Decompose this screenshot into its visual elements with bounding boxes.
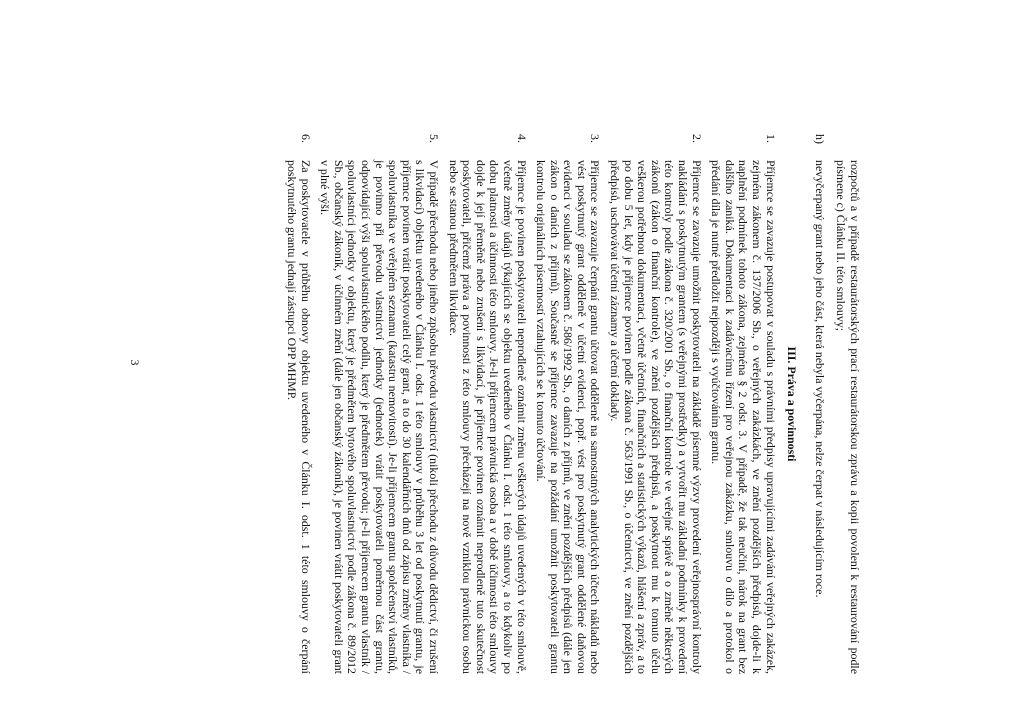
- item-marker: 6.: [298, 134, 313, 143]
- item-text: Za poskytovatele v průběhu obnovy objektu uvedeného v Článku I. odst. 1 této smlouvy o čerpání poskytnutého grantu jednají zástupci OPP MHMP.: [285, 160, 313, 674]
- item-marker: 4.: [514, 134, 529, 143]
- item-text: Příjemce je povinen poskytovateli neprodleně oznámit změnu veškerých údajů uvedených v této smlouvě, včetně změny údajů týkajících se objektu uvedeného v Článku I. odst. 1 této smlouvy, a to kdykoliv po dobu platnosti a účinnosti této smlouvy. Je-li příjemcem právnická osoba a v době účinnosti této smlouvy dojde k její přeměně nebo zrušení s likvidací, je příjemce povinen oznámit neprodleně tuto skutečnost poskytovateli, přičemž práva a povinnosti z této smlouvy přecházejí na nově vzniklou právnickou osobu nebo se stanou předmětem likvidace.: [446, 160, 529, 674]
- item-text: nevyčerpaný grant nebo jeho část, která nebyla vyčerpána, nelze čerpat v následujícím roce.: [812, 160, 827, 598]
- continuation-paragraph: rozpočtů a v případě restaurátorských prací restaurátorskou zprávu a kopii povolení k restaurování podle písmene c) Článku II. této smlouvy;: [834, 160, 862, 674]
- list-item: [446, 134, 528, 674]
- item-marker: 1.: [763, 134, 778, 143]
- item-marker: 2.: [689, 134, 704, 143]
- list-item-h: [812, 134, 826, 674]
- item-text: Příjemce se zavazuje čerpání grantu účtovat odděleně na samostatných analytických účtech nákladů nebo vést poskytnutý grant odděleně v účetní evidenci, popř. vést pro poskytnutý grant oddělené daňovou evidenci v souladu se zákonem č. 586/1992 Sb., o daních z příjmů, ve znění pozdějších předpisů (dále jen zákon o daních z příjmů). Současně se příjemce zavazuje na požádání umožnit poskytovateli grantu kontrolu originálních písemností vztahujících se k tomuto účtování.: [534, 160, 603, 674]
- page-content: [284, 134, 861, 674]
- item-text: Příjemce se zavazuje umožnit poskytovateli na základě písemné výzvy provedení veřejnosprávní kontroly nakládání s poskytnutým grantem (s veřejnými prostředky) a vytvořit mu základní podmínky k provedení této kontroly podle zákona č. 320/2001 Sb., o finanční kontrole ve veřejné správě a o změně některých zákonů (zákon o finanční kontrole), ve znění pozdějších předpisů, a poskytnout mu k tomuto účelu veškerou potřebnou dokumentaci, včetně účetních, finančních a statistických výkazů, hlášení a zpráv, a to po dobu 5 let, kdy je příjemce povinen podle zákona č. 563/1991 Sb., o účetnictví, ve znění pozdějších předpisů, uschovávat účetní záznamy a účetní doklady.: [608, 160, 704, 674]
- item-text: V případě přechodu nebo jiného způsobu převodu vlastnictví (nikoli přechodu z důvodu dědictví, či zrušení s likvidací) objektu uvedeného v Článku I. odst. 1 této smlouvy v průběhu 3 let od poskytnutí grantu, je příjemce povinen vrátit poskytovateli celý grant, a to do 30 kalendářních dnů od zápisu změny vlastníka / spoluvlastníka ve veřejném seznamu (katastru nemovitostí). Je-li příjemcem grantu společenství vlastníků, je povinno při převodu vlastnictví jednotky (jednotek) vrátit poskytovateli poměrnou část grantu, odpovídající výši spoluvlastnického podílu, který je předmětem převodu; je-li příjemcem grantu vlastník / spoluvlastníci jednotky v objektu, který je předmětem bytového spoluvlastnictví podle zákona č. 89/2012 Sb., občanský zákoník, v účinném znění (dále jen občanský zákoník), je povinen vrátit poskytovateli grant v plné výši.: [318, 160, 441, 674]
- item-text: Příjemce se zavazuje postupovat v souladu s právními předpisy upravujícími zadávání veřejných zakázek, zejména zákonem č. 137/2006 Sb., o veřejných zakázkách, ve znění pozdějších předpisů, dojde-li k naplnění podmínek tohoto zákona, zejména § 2 odst. 3. V případě, že tak neučiní, nárok na grant bez dalšího zaniká. Dokumentaci k zadávacímu řízení pro veřejnou zakázku, smlouvu o dílo a protokol o předání díla je nutné předložit nejpozději s vyúčtováním grantu.: [709, 160, 778, 674]
- item-marker: 5.: [426, 134, 441, 143]
- list-item: [608, 134, 703, 674]
- page-number: 3: [128, 359, 142, 366]
- list-item: [709, 134, 777, 674]
- list-item: [318, 134, 440, 674]
- list-item: [284, 134, 311, 674]
- list-item: [534, 134, 602, 674]
- item-marker: h): [812, 134, 827, 144]
- item-marker: 3.: [588, 134, 603, 143]
- section-heading: III. Práva a povinnosti: [785, 346, 800, 462]
